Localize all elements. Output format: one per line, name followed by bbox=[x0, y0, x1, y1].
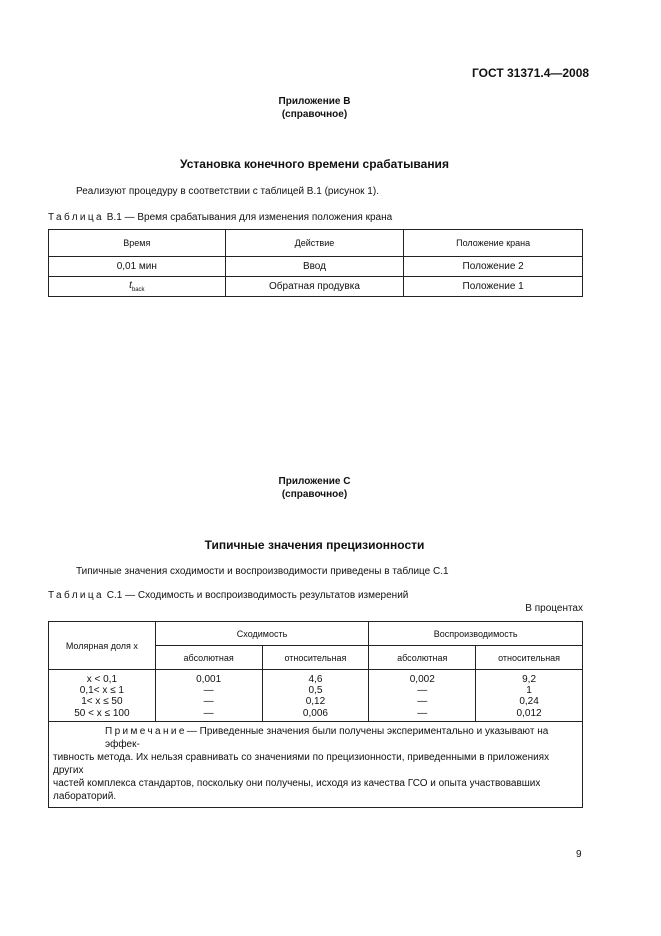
table-b1-col-action: Действие bbox=[225, 230, 404, 257]
standard-number: ГОСТ 31371.4—2008 bbox=[472, 66, 590, 80]
table-cell: — bbox=[203, 696, 214, 708]
table-c1-ranges bbox=[49, 670, 156, 722]
table-cell: — bbox=[203, 685, 214, 697]
table-cell: 4,6 bbox=[308, 674, 323, 685]
annex-c-title-block bbox=[0, 475, 629, 501]
table-cell: 0,002 bbox=[409, 674, 435, 685]
table-c1-rep-abs-values bbox=[155, 670, 262, 722]
t-symbol: t bbox=[129, 280, 132, 291]
table-cell: 9,2 bbox=[522, 674, 537, 685]
table-c1-header-row bbox=[49, 622, 583, 646]
table-b1-cell-position: Положение 2 bbox=[404, 257, 583, 277]
table-cell: 0,001 bbox=[196, 674, 222, 685]
table-row: 0,1< x ≤ 1 bbox=[79, 685, 124, 697]
table-b1-title: В.1 — Время срабатывания для изменения положения крана bbox=[106, 212, 393, 223]
table-cell: — bbox=[203, 707, 214, 719]
table-b1-cell-position: Положение 1 bbox=[404, 277, 583, 297]
annex-b-intro: Реализуют процедуру в соответствии с таблицей В.1 (рисунок 1). bbox=[76, 186, 379, 197]
table-c1-sub-repr-relative: относительная bbox=[476, 646, 583, 670]
units-label: В процентах bbox=[525, 603, 583, 614]
table-c1-sub-repr-absolute: абсолютная bbox=[369, 646, 476, 670]
annex-c-title: Приложение С bbox=[278, 476, 351, 487]
annex-b-heading: Установка конечного времени срабатывания bbox=[180, 157, 449, 171]
annex-c-subtitle: (справочное) bbox=[281, 489, 348, 500]
annex-b-title: Приложение B bbox=[278, 96, 351, 107]
table-b1 bbox=[48, 229, 583, 297]
page-number: 9 bbox=[576, 849, 582, 860]
annex-c-heading: Типичные значения прецизионности bbox=[204, 538, 425, 552]
note-line-1 bbox=[53, 725, 578, 751]
table-c1-sub-rep-relative: относительная bbox=[262, 646, 369, 670]
table-row bbox=[49, 257, 583, 277]
annex-b-title-block bbox=[0, 95, 629, 121]
table-row: x < 0,1 bbox=[86, 674, 118, 685]
table-cell: — bbox=[417, 696, 428, 708]
table-cell: — bbox=[417, 685, 428, 697]
table-b1-col-time: Время bbox=[49, 230, 226, 257]
table-row: 1< x ≤ 50 bbox=[81, 696, 123, 708]
table-c1-sub-rep-absolute: абсолютная bbox=[155, 646, 262, 670]
table-cell: 0,12 bbox=[305, 696, 326, 708]
table-b1-cell-action: Обратная продувка bbox=[225, 277, 404, 297]
table-c1-note bbox=[49, 721, 583, 807]
table-cell: 0,5 bbox=[308, 685, 323, 697]
table-b1-label: Таблица bbox=[48, 212, 105, 223]
note-line-2: тивность метода. Их нельзя сравнивать со значениями по прецизионности, приведенными в приложениях других bbox=[53, 751, 550, 776]
table-row bbox=[49, 277, 583, 297]
table-c1-caption bbox=[48, 590, 408, 601]
annex-c-intro: Типичные значения сходимости и воспроизводимости приведены в таблице С.1 bbox=[76, 566, 449, 577]
note-text: — Приведенные значения были получены экспериментально и указывают на эффек- bbox=[105, 725, 549, 750]
table-b1-cell-time: 0,01 мин bbox=[49, 257, 226, 277]
table-b1-cell-action: Ввод bbox=[225, 257, 404, 277]
table-cell: 0,012 bbox=[516, 707, 542, 719]
note-label: Примечание bbox=[105, 725, 187, 737]
table-b1-header-row bbox=[49, 230, 583, 257]
table-c1-group-reproducibility: Воспроизводимость bbox=[369, 622, 583, 646]
table-c1-repr-abs-values bbox=[369, 670, 476, 722]
table-cell: 0,24 bbox=[519, 696, 539, 708]
table-b1-col-position: Положение крана bbox=[404, 230, 583, 257]
table-cell: 1 bbox=[526, 685, 532, 697]
note-line-3: частей комплекса стандартов, поскольку они получены, исходя из качества ГСО и опыта участвовавших bbox=[53, 777, 541, 789]
table-c1-rep-rel-values bbox=[262, 670, 369, 722]
table-c1-data-row bbox=[49, 670, 583, 722]
annex-b-subtitle: (справочное) bbox=[281, 109, 348, 120]
table-c1-group-repeatability: Сходимость bbox=[155, 622, 369, 646]
table-b1-caption bbox=[48, 212, 392, 223]
table-c1-repr-rel-values bbox=[476, 670, 583, 722]
table-row: 50 < x ≤ 100 bbox=[74, 707, 130, 719]
table-cell: — bbox=[417, 707, 428, 719]
table-c1-label: Таблица bbox=[48, 590, 105, 601]
table-cell: 0,006 bbox=[302, 707, 328, 719]
table-c1-note-row bbox=[49, 721, 583, 807]
fraction-label: Молярная доля x bbox=[65, 640, 138, 651]
table-c1-title: С.1 — Сходимость и воспроизводимость результатов измерений bbox=[106, 590, 409, 601]
table-c1-col-fraction bbox=[49, 622, 156, 670]
t-subscript: back bbox=[131, 287, 145, 293]
table-b1-cell-time bbox=[49, 277, 226, 297]
note-line-4: лабораторий. bbox=[53, 790, 117, 802]
table-c1 bbox=[48, 621, 583, 808]
